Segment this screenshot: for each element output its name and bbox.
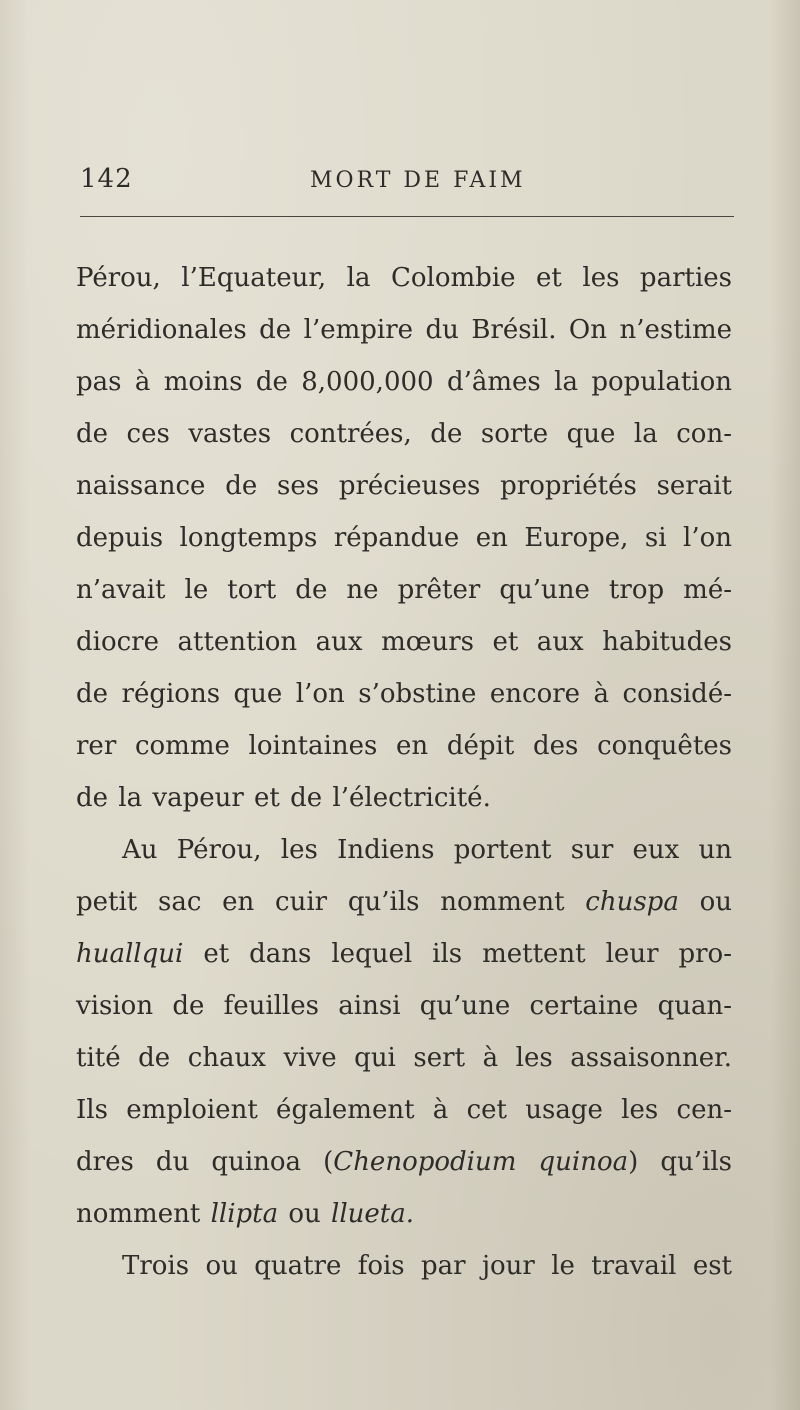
text-line: de la vapeur et de l’électricité.	[76, 783, 491, 813]
text-line: vision de feuilles ainsi qu’une certaine quan-	[76, 991, 732, 1021]
italic-term: llueta.	[331, 1199, 415, 1229]
text-line: de ces vastes contrées, de sorte que la con-	[76, 419, 732, 449]
page-number: 142	[80, 164, 133, 194]
text-line: méridionales de l’empire du Brésil. On n’estime	[76, 315, 732, 345]
text-line	[76, 1188, 732, 1240]
running-title: MORT DE FAIM	[310, 168, 526, 193]
text-line: diocre attention aux mœurs et aux habitudes	[76, 627, 732, 657]
body-text	[76, 252, 732, 1292]
text-run: petit sac en cuir qu’ils nomment	[76, 887, 586, 917]
text-run: ou	[678, 887, 732, 917]
text-line: naissance de ses précieuses propriétés serait	[76, 471, 732, 501]
text-run: ou	[278, 1199, 332, 1229]
text-line: pas à moins de 8,000,000 d’âmes la population	[76, 367, 732, 397]
page-header	[80, 160, 730, 200]
text-run: et dans lequel ils mettent leur pro-	[183, 939, 732, 969]
text-line: rer comme lointaines en dépit des conquêtes	[76, 731, 732, 761]
text-line	[76, 928, 732, 980]
text-run: dres du quinoa (	[76, 1147, 334, 1177]
paragraph-1	[76, 252, 732, 824]
italic-term: Chenopodium quinoa	[333, 1147, 629, 1177]
text-line: Au Pérou, les Indiens portent sur eux un	[122, 835, 732, 865]
text-line	[76, 876, 732, 928]
header-rule	[80, 216, 734, 217]
text-line: tité de chaux vive qui sert à les assaisonner.	[76, 1043, 732, 1073]
text-line: depuis longtemps répandue en Europe, si l’on	[76, 523, 732, 553]
text-line: de régions que l’on s’obstine encore à considé-	[76, 679, 732, 709]
italic-term: llipta	[210, 1199, 279, 1229]
text-line: Pérou, l’Equateur, la Colombie et les parties	[76, 263, 732, 293]
italic-term: chuspa	[585, 887, 679, 917]
text-line: Ils emploient également à cet usage les cen-	[76, 1095, 732, 1125]
text-line	[76, 1136, 732, 1188]
text-line: n’avait le tort de ne prêter qu’une trop mé-	[76, 575, 732, 605]
text-run: nomment	[76, 1199, 211, 1229]
text-run: ) qu’ils	[628, 1147, 732, 1177]
italic-term: huallqui	[76, 939, 184, 969]
text-line: Trois ou quatre fois par jour le travail est	[122, 1251, 732, 1281]
paragraph-3	[76, 1240, 732, 1292]
paragraph-2	[76, 824, 732, 1240]
